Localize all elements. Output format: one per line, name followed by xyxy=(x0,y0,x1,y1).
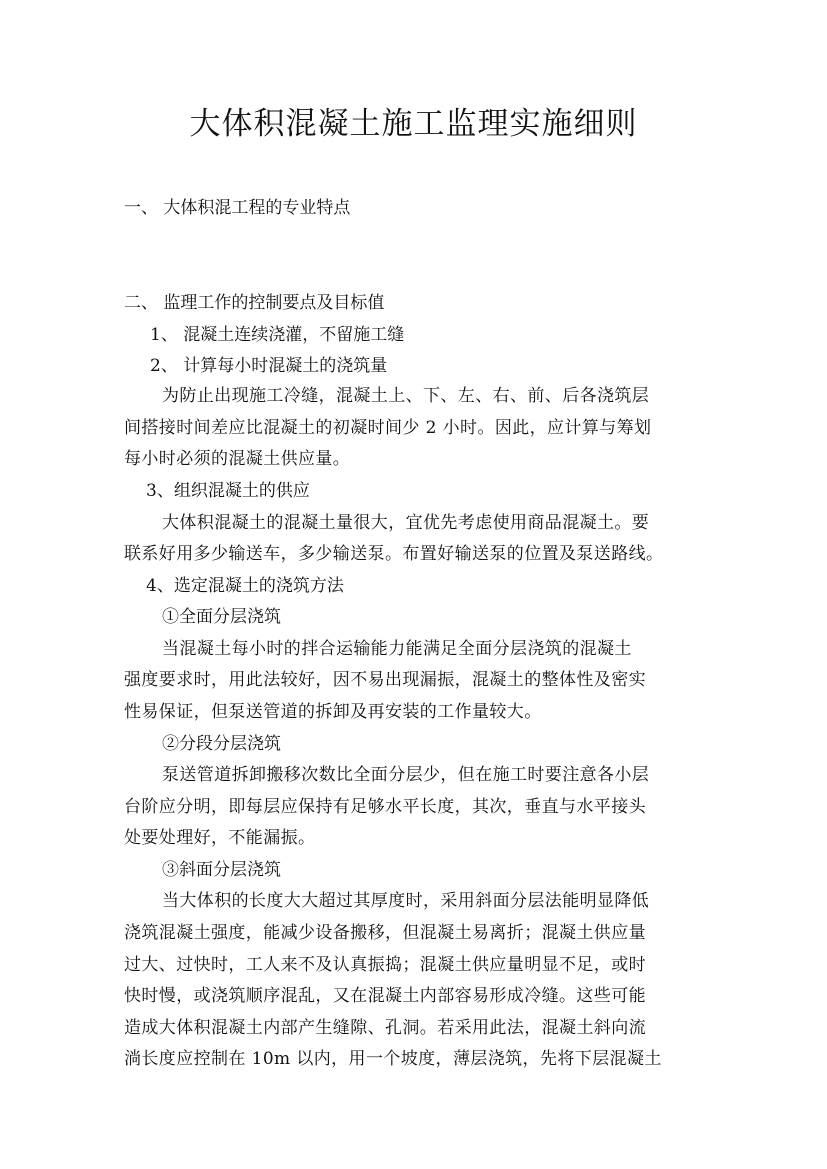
paragraph-line: 当大体积的长度大大超过其厚度时，采用斜面分层法能明显降低 xyxy=(162,891,650,911)
paragraph-line: 台阶应分明，即每层应保持有足够水平长度，其次，垂直与水平接头 xyxy=(124,797,646,817)
paragraph-line: 联系好用多少输送车，多少输送泵。布置好输送泵的位置及泵送路线。 xyxy=(124,544,664,564)
section-heading-2: 二、 监理工作的控制要点及目标值 xyxy=(124,293,385,313)
item-heading-3: 3、组织混凝土的供应 xyxy=(146,481,310,501)
paragraph-line: 快时慢，或浇筑顺序混乱，又在混凝土内部容易形成冷缝。这些可能 xyxy=(124,986,646,1006)
paragraph-line: 间搭接时间差应比混凝土的初凝时间少 2 小时。因此，应计算与筹划 xyxy=(124,418,652,438)
paragraph-line: 处要处理好，不能漏振。 xyxy=(124,828,316,848)
paragraph-line: 当混凝土每小时的拌合运输能力能满足全面分层浇筑的混凝土 xyxy=(162,639,632,659)
item-heading-2: 2、 计算每小时混凝土的浇筑量 xyxy=(150,356,388,376)
method-heading-3: ③斜面分层浇筑 xyxy=(162,860,281,880)
paragraph-line: 造成大体积混凝土内部产生缝隙、孔洞。若采用此法，混凝土斜向流 xyxy=(124,1018,646,1038)
paragraph-line: 淌长度应控制在 10m 以内，用一个坡度，薄层浇筑，先将下层混凝土 xyxy=(124,1049,662,1069)
paragraph-line: 强度要求时，用此法较好，因不易出现漏振，混凝土的整体性及密实 xyxy=(124,670,646,690)
paragraph-line: 过大、过快时，工人来不及认真振捣；混凝土供应量明显不足，或时 xyxy=(124,955,646,975)
item-heading-1: 1、 混凝土连续浇灌，不留施工缝 xyxy=(150,325,405,345)
paragraph-line: 每小时必须的混凝土供应量。 xyxy=(124,449,351,469)
paragraph-line: 泵送管道拆卸搬移次数比全面分层少，但在施工时要注意各小层 xyxy=(162,765,650,785)
paragraph-line: 为防止出现施工冷缝，混凝土上、下、左、右、前、后各浇筑层 xyxy=(162,386,650,406)
item-heading-4: 4、选定混凝土的浇筑方法 xyxy=(146,576,344,596)
section-heading-1: 一、 大体积混工程的专业特点 xyxy=(124,198,351,218)
method-heading-1: ①全面分层浇筑 xyxy=(162,607,281,627)
document-title: 大体积混凝土施工监理实施细则 xyxy=(189,106,638,142)
paragraph-line: 性易保证，但泵送管道的拆卸及再安装的工作量较大。 xyxy=(124,702,542,722)
paragraph-line: 浇筑混凝土强度，能减少设备搬移，但混凝土易离折；混凝土供应量 xyxy=(124,923,646,943)
paragraph-line: 大体积混凝土的混凝土量很大，宜优先考虑使用商品混凝土。要 xyxy=(162,513,650,533)
method-heading-2: ②分段分层浇筑 xyxy=(162,734,281,754)
